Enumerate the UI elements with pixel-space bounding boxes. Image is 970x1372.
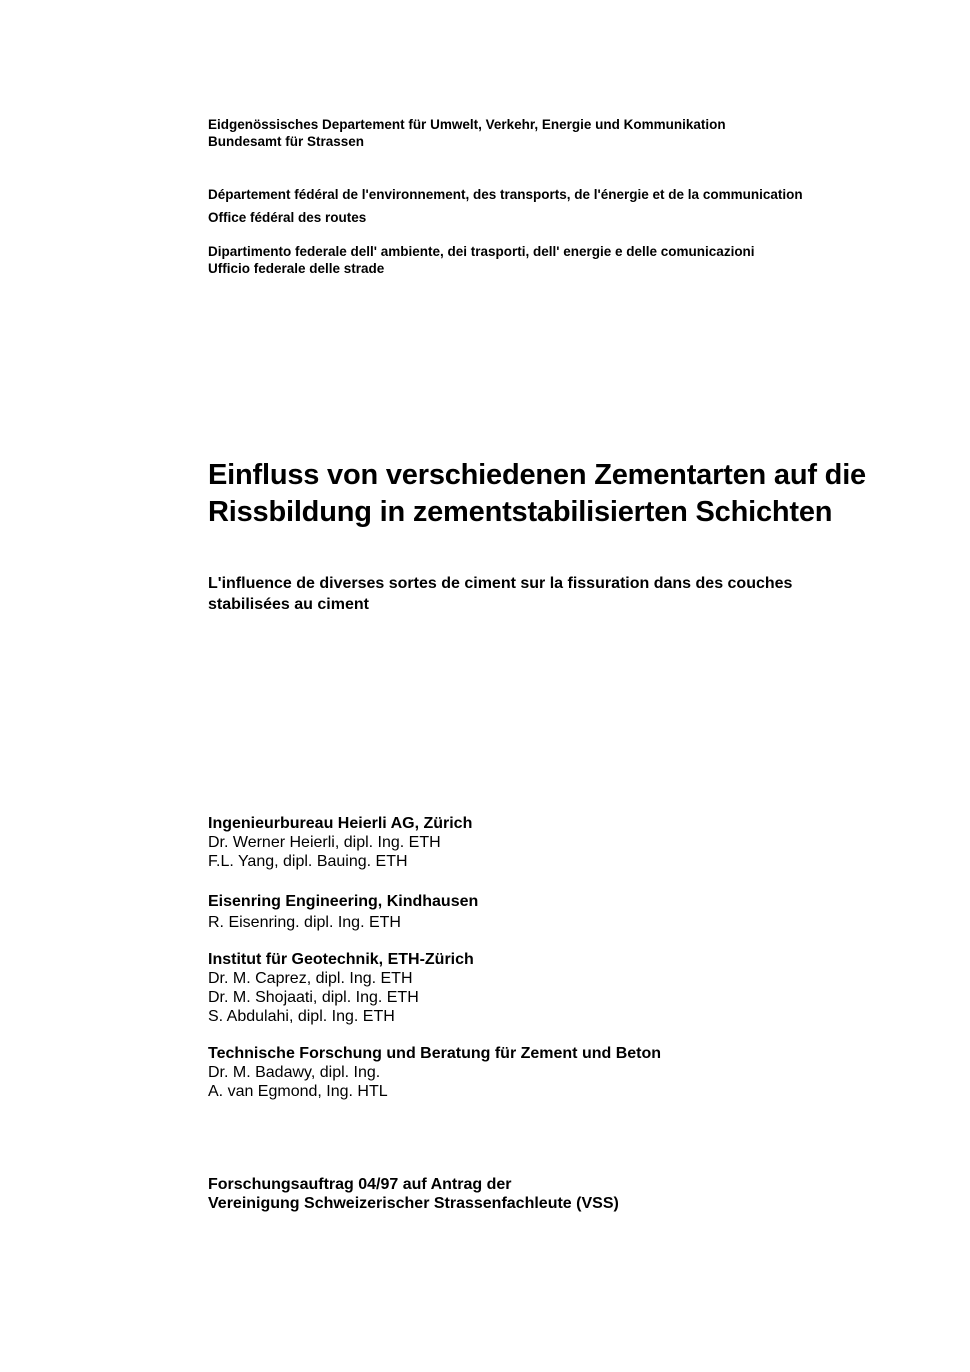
mandate-line-1: Forschungsauftrag 04/97 auf Antrag der: [208, 1176, 512, 1193]
author: Dr. Werner Heierli, dipl. Ing. ETH: [208, 834, 441, 851]
author: Dr. M. Caprez, dipl. Ing. ETH: [208, 970, 413, 987]
organization-heierli: [208, 814, 472, 871]
mandate-line-2: Vereinigung Schweizerischer Strassenfachleute (VSS): [208, 1195, 619, 1212]
agency-block-de: [208, 116, 726, 150]
author: R. Eisenring. dipl. Ing. ETH: [208, 914, 401, 931]
organization-name: Eisenring Engineering, Kindhausen: [208, 893, 479, 910]
subtitle-line-1: L'influence de diverses sortes de ciment sur la fissuration dans des couches: [208, 575, 793, 592]
author: S. Abdulahi, dipl. Ing. ETH: [208, 1008, 395, 1025]
author: Dr. M. Badawy, dipl. Ing.: [208, 1064, 381, 1081]
title-line-1: Einfluss von verschiedenen Zementarten auf die: [208, 459, 866, 491]
organization-eth-geotechnik: [208, 950, 474, 1026]
organization-tfb: [208, 1044, 661, 1101]
agency-block-it: [208, 243, 755, 277]
research-mandate: [208, 1175, 619, 1213]
author: Dr. M. Shojaati, dipl. Ing. ETH: [208, 989, 419, 1006]
author: F.L. Yang, dipl. Bauing. ETH: [208, 853, 408, 870]
agency-office-fr: Office fédéral des routes: [208, 210, 367, 225]
agency-office-de: Bundesamt für Strassen: [208, 134, 365, 149]
document-title: [208, 457, 866, 531]
author: A. van Egmond, Ing. HTL: [208, 1083, 388, 1100]
organization-name: Ingenieurbureau Heierli AG, Zürich: [208, 815, 473, 832]
organization-eisenring: [208, 892, 478, 932]
agency-office-it: Ufficio federale delle strade: [208, 261, 385, 276]
agency-department-it: Dipartimento federale dell' ambiente, dei trasporti, dell' energie e delle comunicazioni: [208, 244, 755, 259]
organization-name: Technische Forschung und Beratung für Zement und Beton: [208, 1045, 662, 1062]
title-line-2: Rissbildung in zementstabilisierten Schichten: [208, 496, 833, 528]
agency-department-de: Eidgenössisches Departement für Umwelt, Verkehr, Energie und Kommunikation: [208, 117, 726, 132]
subtitle-line-2: stabilisées au ciment: [208, 596, 369, 613]
agency-block-fr: [208, 186, 803, 226]
document-subtitle: [208, 573, 792, 615]
agency-department-fr: Département fédéral de l'environnement, des transports, de l'énergie et de la communication: [208, 187, 803, 202]
organization-name: Institut für Geotechnik, ETH-Zürich: [208, 951, 474, 968]
